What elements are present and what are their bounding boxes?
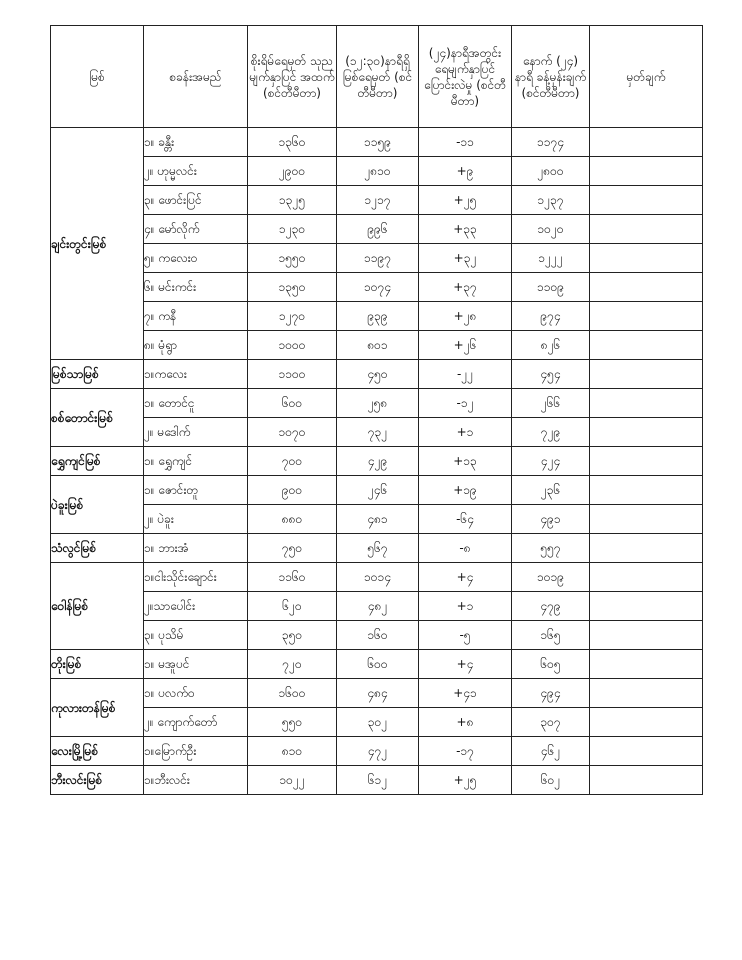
forecast-cell: ၆၀၂ bbox=[512, 766, 590, 795]
change-cell: +၂၆ bbox=[419, 331, 512, 360]
remarks-cell bbox=[590, 186, 703, 215]
current-level-cell: ၄၈၂ bbox=[337, 592, 419, 621]
danger-cell: ၇၂၀ bbox=[248, 650, 337, 679]
station-name: ၂။ ဟုမ္မလင်း bbox=[144, 157, 248, 186]
table-body bbox=[51, 128, 703, 795]
forecast-cell: ၄၆၂ bbox=[512, 737, 590, 766]
river-level-table bbox=[50, 25, 703, 795]
table-row bbox=[51, 128, 703, 157]
header-remarks: မှတ်ချက် bbox=[590, 26, 703, 128]
station-name: ၃။ ဖောင်းပြင် bbox=[144, 186, 248, 215]
change-cell: +၃၂ bbox=[419, 244, 512, 273]
forecast-cell: ၆၀၅ bbox=[512, 650, 590, 679]
station-name: ၁။ ခန္တီး bbox=[144, 128, 248, 157]
station-name: ၁။ကလေး bbox=[144, 360, 248, 389]
change-cell: -၂၂ bbox=[419, 360, 512, 389]
danger-cell: ၉၀၀ bbox=[248, 476, 337, 505]
remarks-cell bbox=[590, 708, 703, 737]
current-level-cell: ၆၀၀ bbox=[337, 650, 419, 679]
table-row bbox=[51, 244, 703, 273]
forecast-cell: ၄၂၄ bbox=[512, 447, 590, 476]
station-name: ၄။ မော်လိုက် bbox=[144, 215, 248, 244]
forecast-cell: ၁၀၂၀ bbox=[512, 215, 590, 244]
danger-cell: ၆၀၀ bbox=[248, 389, 337, 418]
danger-cell: ၆၂၀ bbox=[248, 592, 337, 621]
station-name: ၁။ ဘားအံ bbox=[144, 534, 248, 563]
station-name: ၁။ မအူပင် bbox=[144, 650, 248, 679]
change-cell: -၁၂ bbox=[419, 389, 512, 418]
table-row bbox=[51, 331, 703, 360]
change-cell: -၆၄ bbox=[419, 505, 512, 534]
change-cell: +၁ bbox=[419, 418, 512, 447]
station-name: ၁။ ဇောင်းတူ bbox=[144, 476, 248, 505]
station-name: ၁။ဘီးလင်း bbox=[144, 766, 248, 795]
danger-cell: ၁၃၅၀ bbox=[248, 273, 337, 302]
remarks-cell bbox=[590, 534, 703, 563]
danger-cell: ၃၅၀ bbox=[248, 621, 337, 650]
station-name: ၆။ မင်းကင်း bbox=[144, 273, 248, 302]
forecast-cell: ၂၆၆ bbox=[512, 389, 590, 418]
table-row bbox=[51, 505, 703, 534]
forecast-cell: ၅၅၇ bbox=[512, 534, 590, 563]
river-name: ဝေါန်မြစ် bbox=[51, 563, 144, 650]
table-row bbox=[51, 389, 703, 418]
change-cell: +၃၃ bbox=[419, 215, 512, 244]
current-level-cell: ၁၁၅၉ bbox=[337, 128, 419, 157]
forecast-cell: ၉၇၄ bbox=[512, 302, 590, 331]
current-level-cell: ၈၀၁ bbox=[337, 331, 419, 360]
station-name: ၂။ ကျောက်တော် bbox=[144, 708, 248, 737]
danger-cell: ၁၃၂၅ bbox=[248, 186, 337, 215]
current-level-cell: ၁၂၁၇ bbox=[337, 186, 419, 215]
forecast-cell: ၁၂၂၂ bbox=[512, 244, 590, 273]
change-cell: +၂၅ bbox=[419, 766, 512, 795]
remarks-cell bbox=[590, 737, 703, 766]
danger-cell: ၁၅၅၀ bbox=[248, 244, 337, 273]
table-row bbox=[51, 302, 703, 331]
danger-cell: ၅၅၀ bbox=[248, 708, 337, 737]
change-cell: +၄ bbox=[419, 563, 512, 592]
remarks-cell bbox=[590, 331, 703, 360]
table-row bbox=[51, 360, 703, 389]
table-row bbox=[51, 273, 703, 302]
remarks-cell bbox=[590, 766, 703, 795]
current-level-cell: ၆၁၂ bbox=[337, 766, 419, 795]
station-name: ၁။မြောက်ဦး bbox=[144, 737, 248, 766]
current-level-cell: ၃၀၂ bbox=[337, 708, 419, 737]
station-name: ၁။ ပလက်ဝ bbox=[144, 679, 248, 708]
header-station: စခန်းအမည် bbox=[144, 26, 248, 128]
change-cell: +၄၁ bbox=[419, 679, 512, 708]
station-name: ၁။ ရွှေကျင် bbox=[144, 447, 248, 476]
table-row bbox=[51, 418, 703, 447]
river-name: ရွှေကျင်မြစ် bbox=[51, 447, 144, 476]
danger-cell: ၁၀၀၀ bbox=[248, 331, 337, 360]
remarks-cell bbox=[590, 505, 703, 534]
station-name: ၂။သာပေါင်း bbox=[144, 592, 248, 621]
current-level-cell: ၄၈၁ bbox=[337, 505, 419, 534]
remarks-cell bbox=[590, 273, 703, 302]
station-name: ၃။ ပုသိမ် bbox=[144, 621, 248, 650]
river-name: ဘီးလင်းမြစ် bbox=[51, 766, 144, 795]
remarks-cell bbox=[590, 679, 703, 708]
remarks-cell bbox=[590, 389, 703, 418]
river-name: ကုလားတန်မြစ် bbox=[51, 679, 144, 737]
change-cell: +၁၉ bbox=[419, 476, 512, 505]
current-level-cell: ၁၆၀ bbox=[337, 621, 419, 650]
danger-cell: ၂၉၀၀ bbox=[248, 157, 337, 186]
header-row bbox=[51, 26, 703, 128]
remarks-cell bbox=[590, 476, 703, 505]
table-row bbox=[51, 737, 703, 766]
forecast-cell: ၄၉၄ bbox=[512, 679, 590, 708]
table-row bbox=[51, 708, 703, 737]
river-name: စစ်တောင်းမြစ် bbox=[51, 389, 144, 447]
change-cell: +၈ bbox=[419, 708, 512, 737]
forecast-cell: ၂၃၆ bbox=[512, 476, 590, 505]
river-name: ချင်းတွင်းမြစ် bbox=[51, 128, 144, 360]
remarks-cell bbox=[590, 447, 703, 476]
current-level-cell: ၇၃၂ bbox=[337, 418, 419, 447]
station-name: ၈။ မုံရွာ bbox=[144, 331, 248, 360]
change-cell: -၅ bbox=[419, 621, 512, 650]
forecast-cell: ၈၂၆ bbox=[512, 331, 590, 360]
remarks-cell bbox=[590, 302, 703, 331]
danger-cell: ၇၀၀ bbox=[248, 447, 337, 476]
river-name: တိုးမြစ် bbox=[51, 650, 144, 679]
remarks-cell bbox=[590, 244, 703, 273]
forecast-cell: ၇၂၉ bbox=[512, 418, 590, 447]
current-level-cell: ၉၉၆ bbox=[337, 215, 419, 244]
river-name: လေးမြို့မြစ် bbox=[51, 737, 144, 766]
danger-cell: ၁၀၂၂ bbox=[248, 766, 337, 795]
remarks-cell bbox=[590, 563, 703, 592]
change-cell: +၃၇ bbox=[419, 273, 512, 302]
danger-cell: ၁၁၆၀ bbox=[248, 563, 337, 592]
change-cell: +၉ bbox=[419, 157, 512, 186]
remarks-cell bbox=[590, 360, 703, 389]
danger-cell: ၈၈၀ bbox=[248, 505, 337, 534]
table-row bbox=[51, 447, 703, 476]
forecast-cell: ၂၈၀၀ bbox=[512, 157, 590, 186]
forecast-cell: ၄၇၉ bbox=[512, 592, 590, 621]
forecast-cell: ၁၂၃၇ bbox=[512, 186, 590, 215]
station-name: ၂။ ပဲခူး bbox=[144, 505, 248, 534]
current-level-cell: ၄၈၄ bbox=[337, 679, 419, 708]
river-name: သံလွင်မြစ် bbox=[51, 534, 144, 563]
remarks-cell bbox=[590, 157, 703, 186]
table-row bbox=[51, 534, 703, 563]
remarks-cell bbox=[590, 128, 703, 157]
header-forecast: နောက် (၂၄) နာရီ ခန့်မှန်းချက် (စင်တီမီတာ) bbox=[512, 26, 590, 128]
change-cell: +၁၃ bbox=[419, 447, 512, 476]
current-level-cell: ၁၀၇၄ bbox=[337, 273, 419, 302]
current-level-cell: ၂၈၁၀ bbox=[337, 157, 419, 186]
current-level-cell: ၄၇၂ bbox=[337, 737, 419, 766]
danger-cell: ၈၁၀ bbox=[248, 737, 337, 766]
forecast-cell: ၃၀၇ bbox=[512, 708, 590, 737]
danger-cell: ၁၂၃၀ bbox=[248, 215, 337, 244]
table-row bbox=[51, 476, 703, 505]
remarks-cell bbox=[590, 418, 703, 447]
current-level-cell: ၄၅၀ bbox=[337, 360, 419, 389]
table-row bbox=[51, 766, 703, 795]
danger-cell: ၁၆၀၀ bbox=[248, 679, 337, 708]
station-name: ၁။ တောင်ငူ bbox=[144, 389, 248, 418]
table-row bbox=[51, 592, 703, 621]
forecast-cell: ၁၁၀၉ bbox=[512, 273, 590, 302]
table-row bbox=[51, 621, 703, 650]
forecast-cell: ၄၅၄ bbox=[512, 360, 590, 389]
remarks-cell bbox=[590, 650, 703, 679]
table-row bbox=[51, 679, 703, 708]
header-danger-level: စိုးရိမ်ရေမှတ် သုညမျက်နှာပြင် အထက် (စင်တီမီတာ) bbox=[248, 26, 337, 128]
danger-cell: ၁၁၀၀ bbox=[248, 360, 337, 389]
table-row bbox=[51, 157, 703, 186]
current-level-cell: ၄၂၉ bbox=[337, 447, 419, 476]
station-name: ၁။ငါးသိုင်းချောင်း bbox=[144, 563, 248, 592]
table-row bbox=[51, 563, 703, 592]
remarks-cell bbox=[590, 621, 703, 650]
forecast-cell: ၄၉၁ bbox=[512, 505, 590, 534]
change-cell: -၁၇ bbox=[419, 737, 512, 766]
table-row bbox=[51, 186, 703, 215]
forecast-cell: ၁၀၁၉ bbox=[512, 563, 590, 592]
current-level-cell: ၁၀၁၄ bbox=[337, 563, 419, 592]
table-row bbox=[51, 215, 703, 244]
header-current-level: (၁၂:၃၀)နာရီရှိ မြစ်ရေမှတ် (စင်တီမီတာ) bbox=[337, 26, 419, 128]
danger-cell: ၁၃၆၀ bbox=[248, 128, 337, 157]
change-cell: +၂၅ bbox=[419, 186, 512, 215]
danger-cell: ၇၅၀ bbox=[248, 534, 337, 563]
current-level-cell: ၁၁၉၇ bbox=[337, 244, 419, 273]
forecast-cell: ၁၆၅ bbox=[512, 621, 590, 650]
change-cell: -၁၁ bbox=[419, 128, 512, 157]
station-name: ၇။ ကနီ bbox=[144, 302, 248, 331]
header-river: မြစ် bbox=[51, 26, 144, 128]
change-cell: +၁ bbox=[419, 592, 512, 621]
table-row bbox=[51, 650, 703, 679]
change-cell: +၂၈ bbox=[419, 302, 512, 331]
river-name: ပဲခူးမြစ် bbox=[51, 476, 144, 534]
current-level-cell: ၂၅၈ bbox=[337, 389, 419, 418]
current-level-cell: ၅၆၇ bbox=[337, 534, 419, 563]
current-level-cell: ၂၄၆ bbox=[337, 476, 419, 505]
forecast-cell: ၁၁၇၄ bbox=[512, 128, 590, 157]
danger-cell: ၁၀၇၀ bbox=[248, 418, 337, 447]
river-name: မြစ်သာမြစ် bbox=[51, 360, 144, 389]
change-cell: -၈ bbox=[419, 534, 512, 563]
change-cell: +၄ bbox=[419, 650, 512, 679]
station-name: ၂။ မဒေါက် bbox=[144, 418, 248, 447]
remarks-cell bbox=[590, 592, 703, 621]
header-24h-change: (၂၄)နာရီအတွင်း ရေမျက်နှာပြင် ပြောင်းလဲမှု (စင်တီမီတာ) bbox=[419, 26, 512, 128]
current-level-cell: ၉၃၉ bbox=[337, 302, 419, 331]
danger-cell: ၁၂၇၀ bbox=[248, 302, 337, 331]
station-name: ၅။ ကလေးဝ bbox=[144, 244, 248, 273]
remarks-cell bbox=[590, 215, 703, 244]
